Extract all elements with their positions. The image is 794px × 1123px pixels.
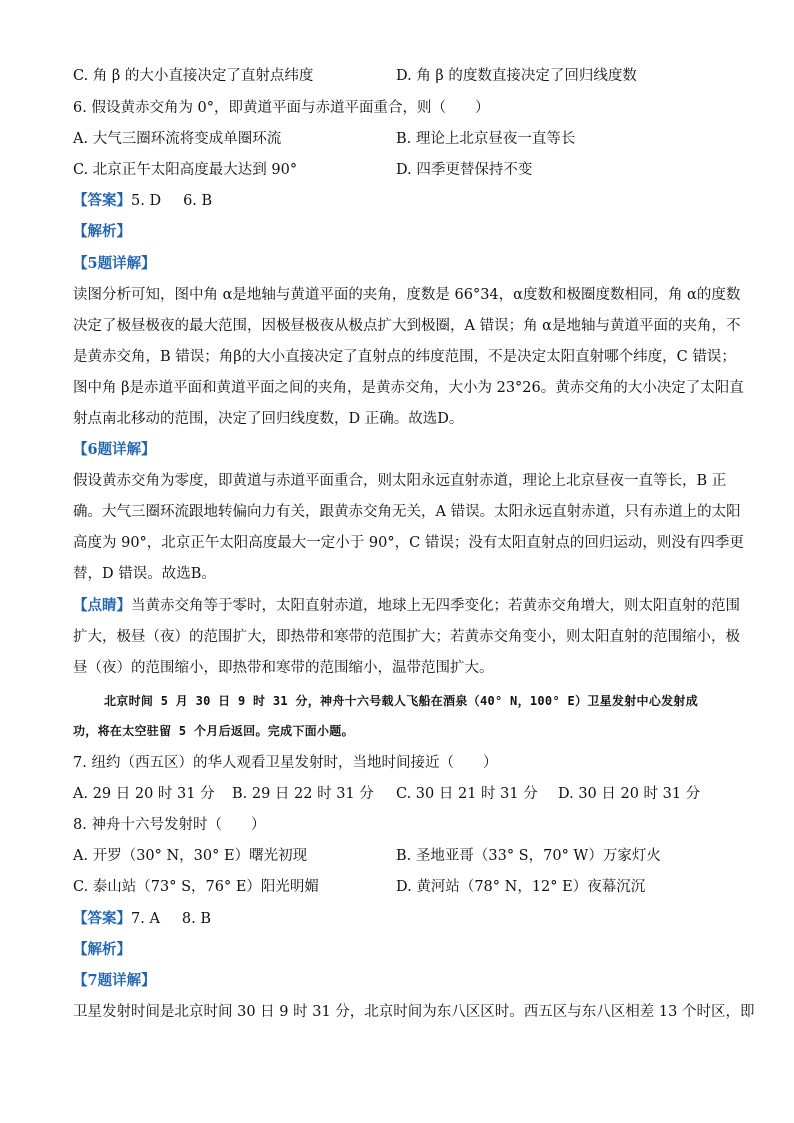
- q7-stem: 7. 纽约（西五区）的华人观看卫星发射时，当地时间接近（ ）: [73, 755, 498, 771]
- q6-option-a: A. 大气三圈环流将变成单圈环流: [73, 131, 282, 147]
- q8-stem: 8. 神舟十六号发射时（ ）: [73, 817, 266, 833]
- q7-option-c: C. 30 日 21 时 31 分: [396, 786, 538, 802]
- q6-stem: 6. 假设黄赤交角为 0°，即黄道平面与赤道平面重合，则（ ）: [73, 100, 490, 116]
- detail6-line: 确。大气三圈环流跟地转偏向力有关，跟黄赤交角无关，A 错误。太阳永远直射赤道，只有赤道上的太阳: [73, 504, 741, 520]
- intro-line: 北京时间 5 月 30 日 9 时 31 分，神舟十六号载人飞船在酒泉（40° N，100° E）卫星发射中心发射成: [104, 694, 699, 708]
- analysis-label-1: 【解析】: [73, 223, 131, 240]
- answer-line-1: [73, 191, 212, 211]
- detail7-line: 卫星发射时间是北京时间 30 日 9 时 31 分，北京时间为东八区区时。西五区与东八区相差 13 个时区，即: [73, 1004, 755, 1020]
- answer-label: 【答案】: [73, 910, 131, 927]
- q8-option-d: D. 黄河站（78° N，12° E）夜幕沉沉: [396, 879, 646, 895]
- tip-label: 【点睛】: [73, 597, 131, 614]
- detail6-line: 替，D 错误。故选B。: [73, 566, 216, 582]
- detail5-line: 射点南北移动的范围，决定了回归线度数，D 正确。故选D。: [73, 411, 464, 427]
- detail5-line: 是黄赤交角，B 错误；角β的大小直接决定了直射点的纬度范围，不是决定太阳直射哪个纬度，C 错误；: [73, 349, 736, 365]
- q6-option-b: B. 理论上北京昼夜一直等长: [396, 131, 576, 147]
- q8-option-a: A. 开罗（30° N，30° E）曙光初现: [73, 848, 308, 864]
- q8-option-c: C. 泰山站（73° S，76° E）阳光明媚: [73, 879, 319, 895]
- tip-line: [73, 596, 740, 616]
- q5-option-d: D. 角 β 的度数直接决定了回归线度数: [396, 68, 637, 84]
- tip-text: 当黄赤交角等于零时，太阳直射赤道，地球上无四季变化；若黄赤交角增大，则太阳直射的范围: [131, 598, 740, 614]
- q7-option-d: D. 30 日 20 时 31 分: [558, 786, 701, 802]
- detail7-title: 【7题详解】: [73, 972, 156, 989]
- q7-option-b: B. 29 日 22 时 31 分: [232, 786, 374, 802]
- detail6-title: 【6题详解】: [73, 441, 156, 458]
- answer-q6: 6. B: [183, 193, 213, 209]
- detail5-title: 【5题详解】: [73, 255, 156, 272]
- q6-option-d: D. 四季更替保持不变: [396, 162, 533, 178]
- q7-option-a: A. 29 日 20 时 31 分: [73, 786, 215, 802]
- q5-option-c: C. 角 β 的大小直接决定了直射点纬度: [73, 68, 314, 84]
- answer-label: 【答案】: [73, 192, 131, 209]
- q8-option-b: B. 圣地亚哥（33° S，70° W）万家灯火: [396, 848, 661, 864]
- detail6-line: 高度为 90°，北京正午太阳高度最大一定小于 90°，C 错误；没有太阳直射点的回归运动，则没有四季更: [73, 535, 744, 551]
- detail5-line: 读图分析可知，图中角 α是地轴与黄道平面的夹角，度数是 66°34，α度数和极圈度数相同，角 α的度数: [73, 287, 741, 303]
- answer-q5: 5. D: [131, 193, 162, 209]
- tip-line: 昼（夜）的范围缩小，即热带和寒带的范围缩小，温带范围扩大。: [73, 660, 494, 676]
- answer-q7: 7. A: [131, 911, 160, 927]
- q6-option-c: C. 北京正午太阳高度最大达到 90°: [73, 162, 298, 178]
- detail5-line: 图中角 β是赤道平面和黄道平面之间的夹角，是黄赤交角，大小为 23°26。黄赤交角的大小决定了太阳直: [73, 380, 744, 396]
- answer-line-2: [73, 909, 211, 929]
- tip-line: 扩大，极昼（夜）的范围扩大，即热带和寒带的范围扩大；若黄赤交角变小，则太阳直射的范围缩小，极: [73, 629, 740, 645]
- detail6-line: 假设黄赤交角为零度，即黄道与赤道平面重合，则太阳永远直射赤道，理论上北京昼夜一直等长，B 正: [73, 473, 727, 489]
- detail5-line: 决定了极昼极夜的最大范围，因极昼极夜从极点扩大到极圈，A 错误；角 α是地轴与黄道平面的夹角，不: [73, 318, 741, 334]
- intro-line: 功，将在太空驻留 5 个月后返回。完成下面小题。: [73, 724, 354, 738]
- analysis-label-2: 【解析】: [73, 941, 131, 958]
- answer-q8: 8. B: [181, 911, 212, 927]
